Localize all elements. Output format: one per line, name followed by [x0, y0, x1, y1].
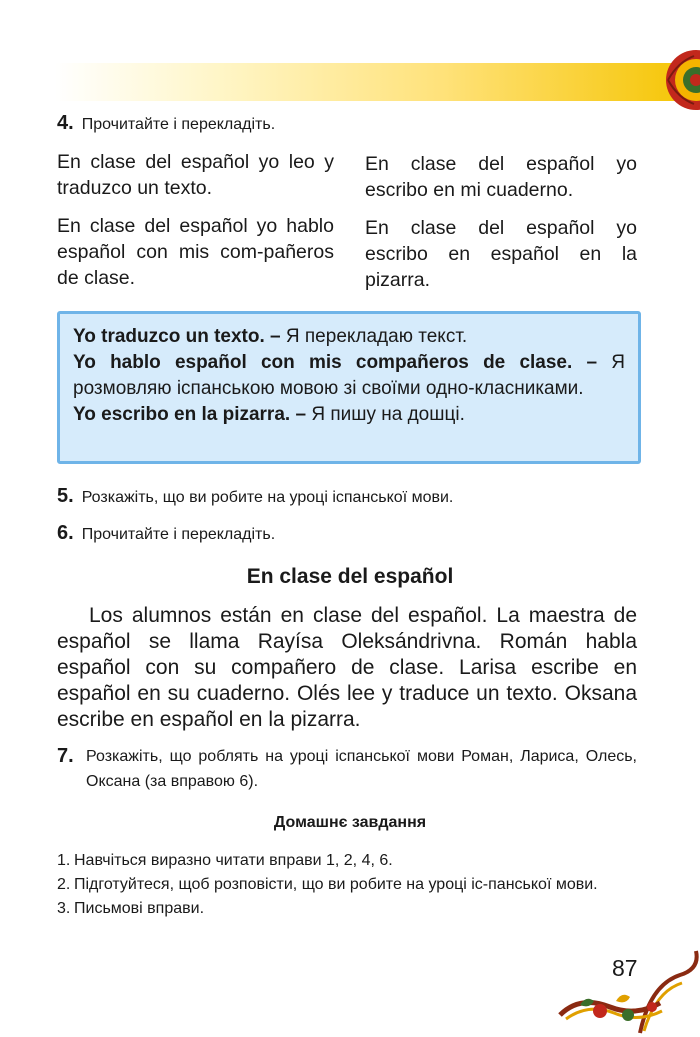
translation-line-3	[73, 402, 625, 428]
homework-item-number: 2.	[57, 876, 71, 893]
exercise-6-heading	[57, 522, 275, 545]
homework-item-number: 3.	[57, 900, 71, 917]
exercise-5-heading	[57, 485, 453, 508]
sentence: En clase del español yo hablo español con mis com-pañeros de clase.	[57, 215, 334, 289]
sentence: En clase del español yo leo y traduzco un texto.	[57, 151, 334, 199]
homework-list	[57, 849, 637, 921]
translation-box	[57, 311, 641, 464]
homework-item	[57, 873, 637, 897]
sentence: En clase del español yo escribo en mi cuaderno.	[365, 153, 637, 201]
exercise-4-left-column	[57, 149, 334, 303]
header-band	[55, 63, 700, 101]
exercise-instruction: Розкажіть, що роблять на уроці іспанської мови Роман, Лариса, Олесь, Оксана (за вправою 6).	[86, 748, 637, 790]
scroll-ornament-icon	[540, 945, 700, 1037]
spanish-phrase: Yo hablo español con mis compañeros de clase. –	[73, 352, 598, 373]
exercise-instruction: Прочитайте і перекладіть.	[81, 526, 276, 543]
exercise-number: 5.	[57, 485, 74, 507]
exercise-number: 6.	[57, 522, 74, 544]
story-text: Los alumnos están en clase del español. La maestra de español se llama Rayísa Oleksándrivna. Román habla español con su compañero de clase. Larisa escribe en español en su cuaderno. Olés lee y traduce un texto. Oksana escribe en español en la pizarra.	[57, 604, 637, 731]
sentence: En clase del español yo escribo en español en la pizarra.	[365, 217, 637, 291]
ukrainian-translation: Я перекладаю текст.	[285, 326, 468, 347]
exercise-7	[57, 744, 637, 794]
exercise-instruction: Прочитайте і перекладіть.	[81, 116, 276, 133]
exercise-4-right-column	[365, 151, 637, 305]
exercise-4-heading	[57, 112, 275, 135]
page-number: 87	[612, 955, 638, 981]
homework-item-text: Навчіться виразно читати вправи 1, 2, 4, 6.	[74, 852, 393, 869]
spanish-phrase: Yo escribo en la pizarra. –	[73, 404, 307, 425]
exercise-number: 7.	[57, 745, 74, 767]
ukrainian-translation: Я розмовляю іспанською мовою зі своїми одно-класниками.	[73, 352, 626, 399]
translation-line-2	[73, 350, 625, 402]
exercise-instruction: Розкажіть, що ви робите на уроці іспанської мови.	[81, 489, 454, 506]
ukrainian-translation: Я пишу на дошці.	[311, 404, 465, 425]
translation-line-1	[73, 324, 625, 350]
exercise-number: 4.	[57, 112, 74, 134]
spanish-phrase: Yo traduzco un texto. –	[73, 326, 281, 347]
homework-item-text: Письмові вправи.	[74, 900, 205, 917]
homework-item-number: 1.	[57, 852, 71, 869]
homework-item	[57, 897, 637, 921]
story-title: En clase del español	[246, 565, 454, 588]
homework-item-text: Підготуйтеся, щоб розповісти, що ви робите на уроці іс-панської мови.	[74, 876, 598, 893]
corner-ornament-icon	[648, 42, 700, 122]
homework-title: Домашнє завдання	[273, 814, 427, 831]
homework-item	[57, 849, 637, 873]
